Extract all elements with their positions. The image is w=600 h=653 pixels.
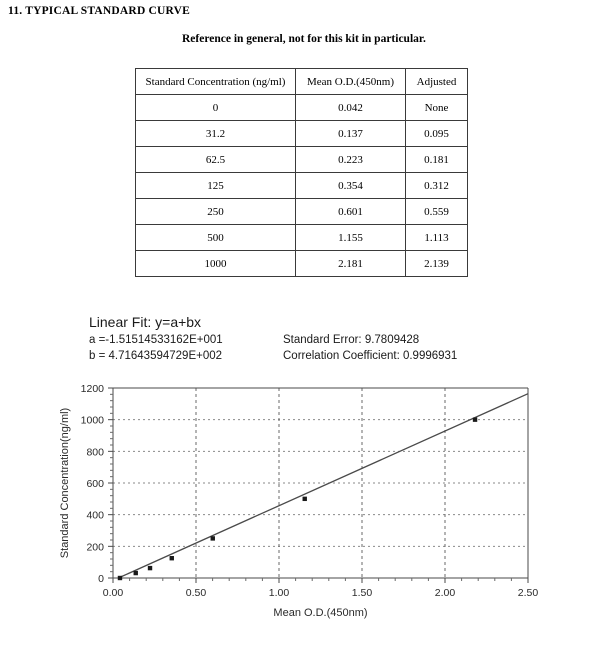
data-point-marker: [148, 566, 152, 570]
page-title: 11. TYPICAL STANDARD CURVE: [8, 5, 191, 17]
table-cell: 500: [136, 225, 296, 251]
table-cell: 0.354: [296, 173, 406, 199]
standard-curve-table: [135, 68, 468, 277]
data-point-marker: [211, 536, 215, 540]
y-tick-label: 800: [86, 446, 104, 459]
table-cell: 0.095: [406, 121, 468, 147]
y-tick-label: 1000: [80, 414, 104, 427]
table-cell: 1000: [136, 251, 296, 277]
y-axis-title: Standard Concentration(ng/ml): [59, 407, 71, 559]
y-tick-label: 400: [86, 509, 104, 522]
data-point-marker: [170, 556, 174, 560]
table-cell: 2.139: [406, 251, 468, 277]
y-tick-label: 200: [86, 541, 104, 554]
table-caption: Reference in general, not for this kit in particular.: [182, 33, 426, 45]
standard-curve-chart: [55, 378, 595, 623]
table-cell: None: [406, 95, 468, 121]
fit-line: [120, 394, 528, 578]
data-point-marker: [134, 571, 138, 575]
linear-fit-coefficient-a: a =-1.51514533162E+001: [89, 334, 223, 346]
table-row: [136, 121, 468, 147]
table-cell: 2.181: [296, 251, 406, 277]
data-point-marker: [118, 576, 122, 580]
table-cell: 31.2: [136, 121, 296, 147]
table-cell: 0.042: [296, 95, 406, 121]
table-row: [136, 251, 468, 277]
table-row: [136, 173, 468, 199]
table-row: [136, 225, 468, 251]
table-cell: 62.5: [136, 147, 296, 173]
x-tick-label: 2.00: [434, 587, 456, 599]
x-tick-label: 1.50: [351, 587, 373, 599]
chart-svg: [55, 378, 595, 623]
standard-error-value: Standard Error: 9.7809428: [283, 334, 420, 346]
table-row: [136, 95, 468, 121]
data-point-marker: [303, 497, 307, 501]
table-row: [136, 199, 468, 225]
table-cell: 0.312: [406, 173, 468, 199]
table-cell: 0.559: [406, 199, 468, 225]
linear-fit-coefficient-b: b = 4.71643594729E+002: [89, 350, 223, 362]
column-header-mean-od: Mean O.D.(450nm): [296, 69, 406, 95]
x-tick-label: 0.50: [185, 587, 207, 599]
column-header-concentration: Standard Concentration (ng/ml): [136, 69, 296, 95]
x-tick-label: 1.00: [268, 587, 290, 599]
correlation-coefficient-value: Correlation Coefficient: 0.9996931: [283, 350, 458, 362]
y-tick-label: 600: [86, 478, 104, 490]
table-cell: 1.113: [406, 225, 468, 251]
table-row: [136, 147, 468, 173]
table-cell: 0.601: [296, 199, 406, 225]
column-header-adjusted: Adjusted: [406, 69, 468, 95]
table-header-row: [136, 69, 468, 95]
data-point-marker: [473, 417, 477, 421]
table-cell: 0.137: [296, 121, 406, 147]
y-tick-label: 1200: [80, 383, 104, 395]
y-tick-label: 0: [98, 573, 104, 585]
linear-fit-title: Linear Fit: y=a+bx: [89, 314, 202, 330]
table-cell: 0.223: [296, 147, 406, 173]
table-cell: 125: [136, 173, 296, 199]
table-cell: 0.181: [406, 147, 468, 173]
table-cell: 1.155: [296, 225, 406, 251]
x-axis-title: Mean O.D.(450nm): [273, 607, 368, 619]
table-cell: 0: [136, 95, 296, 121]
x-tick-label: 2.50: [517, 587, 539, 599]
x-tick-label: 0.00: [102, 587, 124, 599]
table-cell: 250: [136, 199, 296, 225]
